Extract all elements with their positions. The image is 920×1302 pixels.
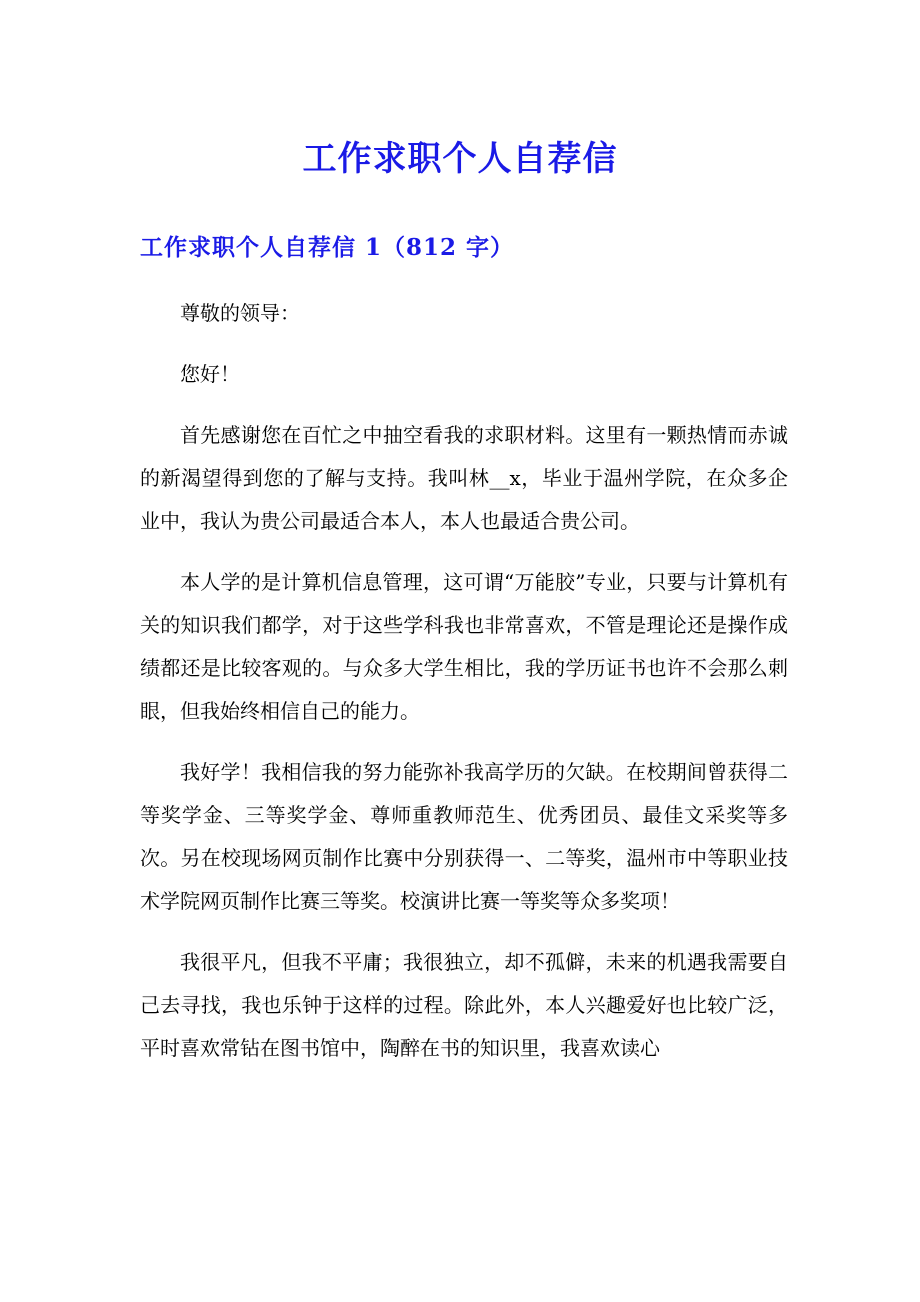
- section-heading: 工作求职个人自荐信 1（812 字）: [140, 234, 515, 261]
- body-paragraph: 本人学的是计算机信息管理，这可谓“万能胶”专业，只要与计算机有关的知识我们都学，对于这些学科我也非常喜欢，不管是理论还是操作成绩都还是比较客观的。与众多大学生相比，我的学历证书也许不会那么刺眼，但我始终相信自己的能力。: [140, 570, 788, 723]
- salutation: 尊敬的领导：: [180, 301, 300, 325]
- body-paragraph: 首先感谢您在百忙之中抽空看我的求职材料。这里有一颗热情而赤诚的新渴望得到您的了解与支持。我叫林__x，毕业于温州学院，在众多企业中，我认为贵公司最适合本人，本人也最适合贵公司。: [140, 423, 788, 533]
- document-title: 工作求职个人自荐信: [302, 139, 618, 179]
- body-paragraph: 我很平凡，但我不平庸；我很独立，却不孤僻，未来的机遇我需要自己去寻找，我也乐钟于这样的过程。除此外，本人兴趣爱好也比较广泛，平时喜欢常钻在图书馆中，陶醉在书的知识里，我喜欢读心: [140, 950, 788, 1060]
- body-paragraph: 我好学！我相信我的努力能弥补我高学历的欠缺。在校期间曾获得二等奖学金、三等奖学金、尊师重教师范生、优秀团员、最佳文采奖等多次。另在校现场网页制作比赛中分别获得一、二等奖，温州市中等职业技术学院网页制作比赛三等奖。校演讲比赛一等奖等众多奖项！: [140, 760, 788, 913]
- greeting: 您好！: [180, 362, 240, 386]
- letter-body: [140, 292, 788, 1088]
